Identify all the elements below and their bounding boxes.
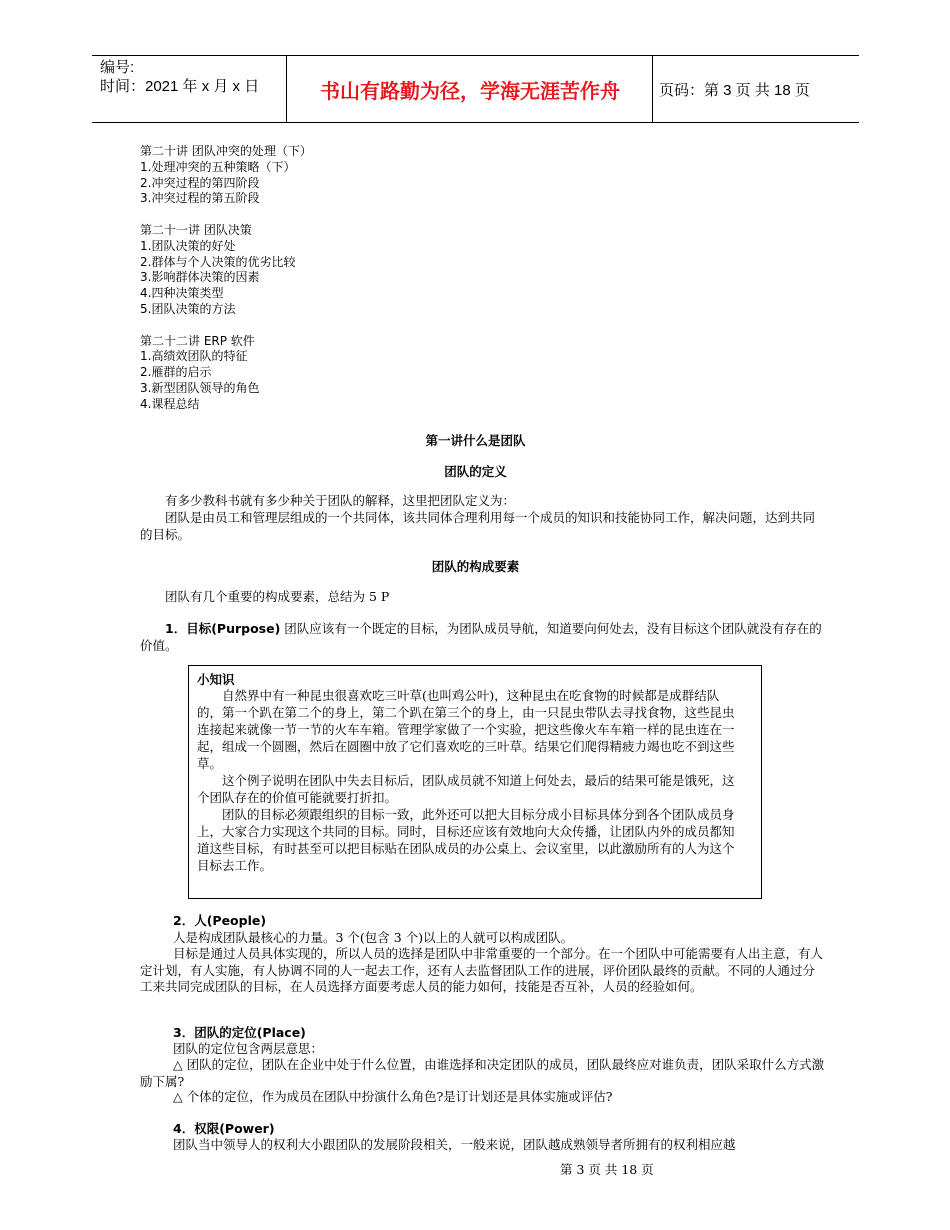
toc-item: 5.团队决策的方法 (140, 301, 236, 316)
toc-item: 3.新型团队领导的角色 (140, 380, 260, 395)
time-label: 时间：2021 年 x 月 x 日 (100, 78, 260, 95)
paragraph: 团队是由员工和管理层组成的一个共同体，该共同体合理利用每一个成员的知识和技能协同工作，解决问题，达到共同的目标。 (140, 510, 816, 542)
toc-item: 1.团队决策的好处 (140, 238, 236, 253)
paragraph: 有多少教科书就有多少种关于团队的解释，这里把团队定义为： (165, 493, 516, 508)
header-divider (652, 56, 653, 122)
paragraph: 这个例子说明在团队中失去目标后，团队成员就不知道上何处去，最后的结果可能是饿死，这个团队存在的价值可能就要打折扣。 (197, 773, 735, 805)
toc-item: 1.处理冲突的五种策略（下） (140, 159, 296, 174)
toc-section-title: 第二十讲 团队冲突的处理（下） (140, 144, 312, 158)
element-label (173, 913, 825, 930)
paragraph: 自然界中有一种昆虫很喜欢吃三叶草(也叫鸡公叶)，这种昆虫在吃食物的时候都是成群结队的，第一个趴在第二个的身上，第二个趴在第三个的身上，由一只昆虫带队去寻找食物，这些昆虫连接起来就像一节一节的火车车箱。管理学家做了一个实验，把这些像火车车箱一样的昆虫连在一起，组成一个圆圈，然后在圆圈中放了它们喜欢吃的三叶草。结果它们爬得精疲力竭也吃不到这些草。 (197, 688, 735, 771)
toc-section-title: 第二十一讲 团队决策 (140, 222, 252, 237)
paragraph: 人是构成团队最核心的力量。3 个(包含 3 个)以上的人就可以构成团队。 (173, 930, 574, 945)
toc-item: 4.四种决策类型 (140, 286, 224, 301)
toc-item: 2.冲突过程的第四阶段 (140, 175, 260, 190)
knowledge-box-title: 小知识 (197, 672, 235, 687)
element-text: 团队应该有一个既定的目标，为团队成员导航，知道要向何处去，没有目标这个团队就没有存在的价值。 (140, 621, 822, 653)
toc-item: 3.影响群体决策的因素 (140, 270, 260, 285)
section-heading: 团队的构成要素 (431, 559, 520, 574)
paragraph: △ 个体的定位，作为成员在团队中扮演什么角色?是订计划还是具体实施或评估? (173, 1089, 613, 1104)
section-heading: 团队的定义 (444, 464, 507, 479)
element-label-text: 2．人(People) (173, 913, 267, 928)
header-motto: 书山有路勤为径，学海无涯苦作舟 (320, 78, 620, 103)
toc-item: 4.课程总结 (140, 396, 200, 411)
element-label-text: 3．团队的定位(Place) (173, 1025, 306, 1040)
knowledge-box-body (197, 687, 742, 874)
paragraph: △ 团队的定位，团队在企业中处于什么位置，由谁选择和决定团队的成员，团队最终应对谁负责，团队采取什么方式激励下属? (140, 1057, 825, 1089)
toc-item: 2.群体与个人决策的优劣比较 (140, 254, 296, 269)
header-page-info: 页码：第 3 页 共 18 页 (659, 81, 810, 99)
toc-item: 2.雁群的启示 (140, 365, 212, 380)
toc-item: 3.冲突过程的第五阶段 (140, 191, 260, 206)
serial-label: 编号: (100, 59, 135, 76)
paragraph: 目标是通过人员具体实现的，所以人员的选择是团队中非常重要的一个部分。在一个团队中可能需要有人出主意，有人定计划，有人实施，有人协调不同的人一起去工作，还有人去监督团队工作的进展，评价团队最终的贡献。不同的人通过分工来共同完成团队的目标，在人员选择方面要考虑人员的能力如何，技能是否互补，人员的经验如何。 (140, 946, 824, 994)
element-label: 1．目标(Purpose) (165, 621, 281, 636)
header-meta (100, 58, 259, 96)
element-label-text: 4．权限(Power) (173, 1121, 275, 1136)
element-label (173, 1121, 825, 1138)
lecture-heading: 第一讲什么是团队 (425, 433, 526, 448)
page-header (92, 55, 859, 123)
page-footer: 第 3 页 共 18 页 (560, 1162, 654, 1177)
header-divider (286, 56, 287, 122)
toc-item: 1.高绩效团队的特征 (140, 349, 248, 364)
paragraph (140, 621, 825, 654)
knowledge-box (188, 665, 762, 899)
table-of-contents (140, 144, 312, 413)
paragraph: 团队当中领导人的权利大小跟团队的发展阶段相关，一般来说，团队越成熟领导者所拥有的权利相应越 (173, 1137, 736, 1152)
paragraph: 团队的定位包含两层意思： (173, 1041, 324, 1056)
paragraph: 团队的目标必须跟组织的目标一致，此外还可以把大目标分成小目标具体分到各个团队成员身上，大家合力实现这个共同的目标。同时，目标还应该有效地向大众传播，让团队内外的成员都知道这些目标，有时甚至可以把目标贴在团队成员的办公桌上、会议室里，以此激励所有的人为这个目标去工作。 (197, 807, 735, 873)
paragraph: 团队有几个重要的构成要素，总结为 5 P (165, 589, 390, 604)
element-label (173, 1025, 825, 1042)
toc-section-title: 第二十二讲 ERP 软件 (140, 333, 255, 348)
